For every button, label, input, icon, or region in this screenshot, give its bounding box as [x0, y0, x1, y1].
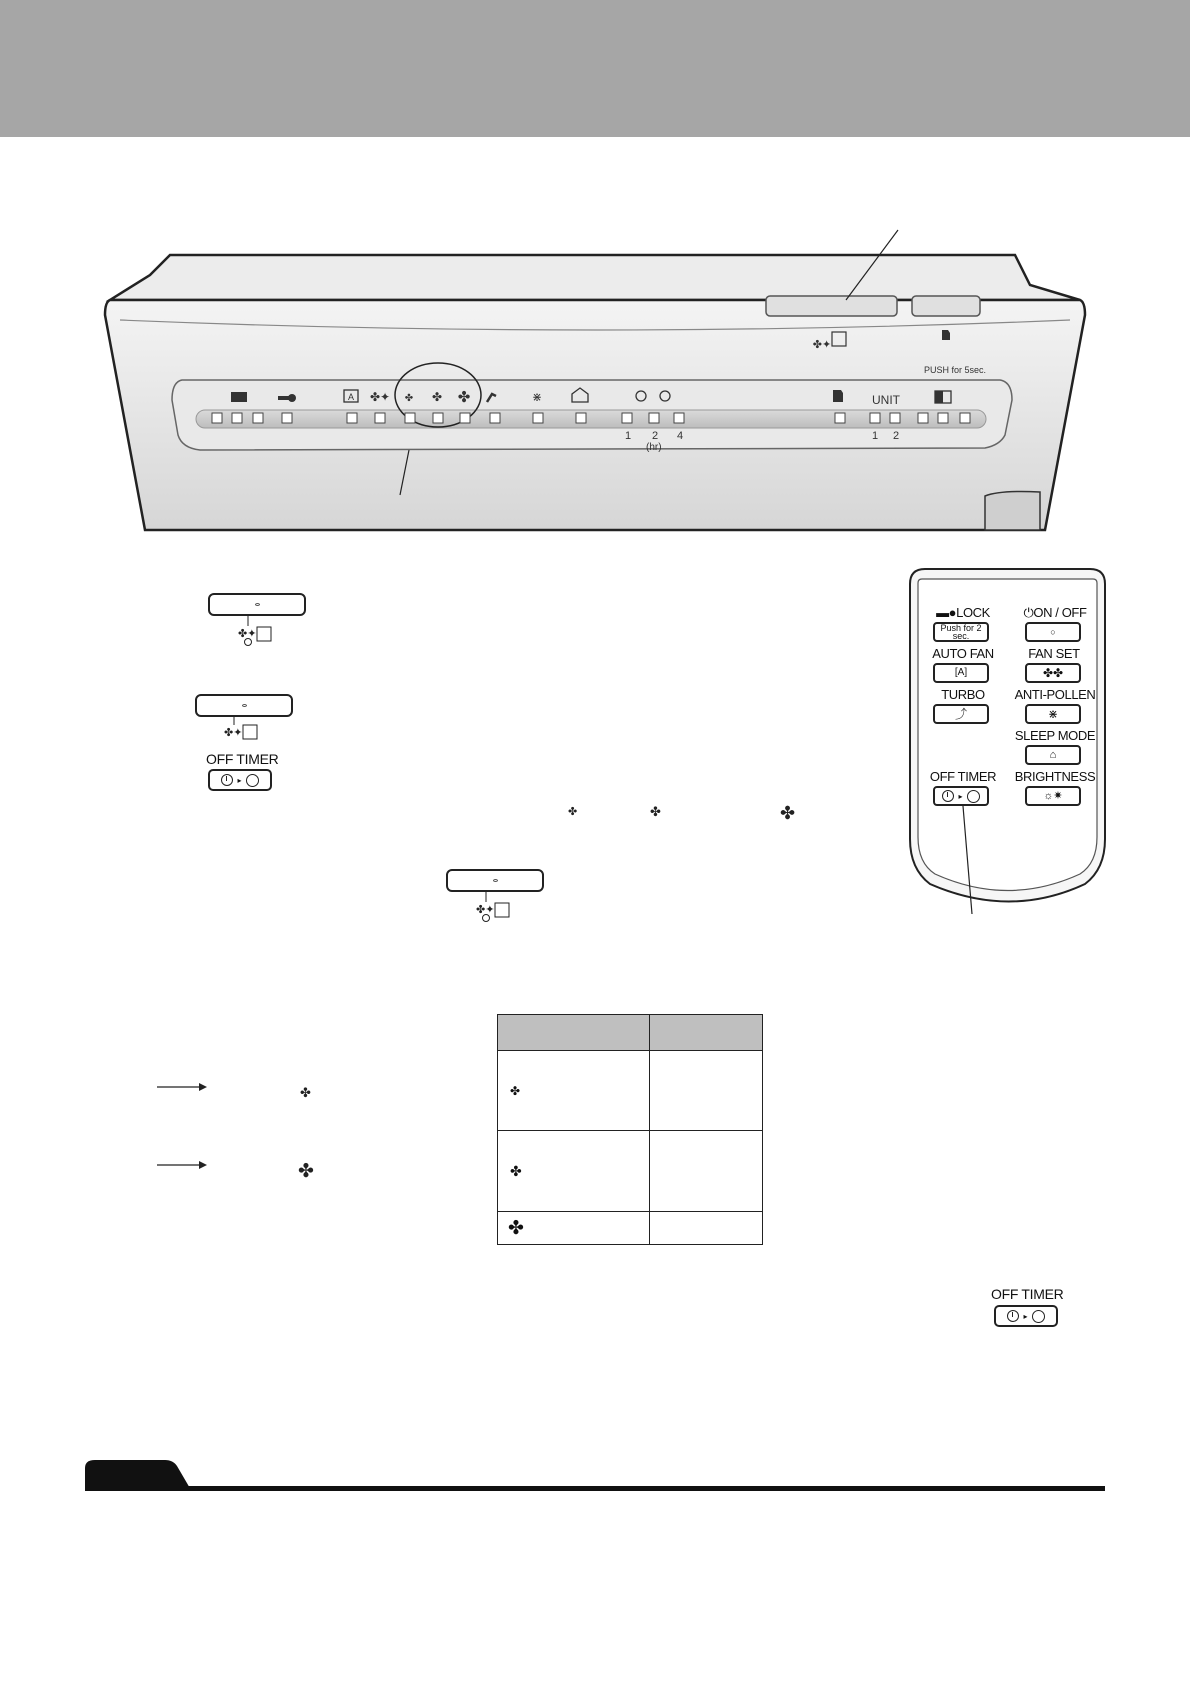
remote-anti-pollen-label: ANTI-POLLEN	[1014, 687, 1096, 702]
off-timer-label-2: OFF TIMER	[991, 1286, 1064, 1302]
table-cell	[650, 1212, 763, 1245]
remote-anti-pollen-button[interactable]: ⋇	[1025, 704, 1081, 724]
remote-fan-set-button[interactable]: ✤✤	[1025, 663, 1081, 683]
svg-text:✤✦: ✤✦	[238, 628, 257, 640]
fan-high-icon: ✤	[780, 803, 796, 823]
table-header-cell	[498, 1015, 650, 1051]
timer-number-4: 4	[677, 430, 684, 442]
table-cell	[650, 1051, 763, 1131]
table-row	[498, 1131, 763, 1212]
fan-low-icon: ✤	[568, 806, 578, 818]
fan-set-icon	[236, 616, 276, 646]
remote-brightness-button[interactable]	[1025, 786, 1081, 806]
svg-text:✤✦: ✤✦	[812, 339, 832, 351]
fan-button-illustration-3	[446, 869, 544, 892]
remote-off-timer-button[interactable]: ▸	[933, 786, 989, 806]
fan-set-icon	[222, 717, 262, 747]
push-5sec-label: PUSH for 5sec.	[924, 365, 987, 375]
clock-icon	[942, 790, 954, 802]
fan-medium-icon: ✤	[650, 804, 661, 819]
remote-pointer-line	[960, 806, 980, 916]
fan-button-illustration-2	[195, 694, 293, 717]
remote-sleep-mode-label: SLEEP MODE	[1014, 728, 1096, 743]
off-timer-button-2: ▸	[994, 1305, 1058, 1327]
fan-low-icon: ✤	[498, 1051, 650, 1131]
remote-fan-set-label: FAN SET	[1028, 646, 1080, 661]
remote-auto-fan-label: AUTO FAN	[932, 646, 994, 661]
fan-medium-icon: ✤	[498, 1131, 650, 1212]
lock-key-icon: ▬●	[936, 605, 957, 620]
arrow-to-low-fan	[155, 1077, 325, 1107]
header-band	[0, 0, 1190, 137]
unit-panel-illustration	[0, 230, 1190, 530]
off-timer-button-1: ▸	[208, 769, 272, 791]
clock-icon	[221, 774, 233, 786]
remote-sleep-mode-button[interactable]: ⌂	[1025, 745, 1081, 765]
unit-number-2: 2	[893, 430, 900, 442]
table-header-row	[498, 1015, 763, 1051]
remote-turbo-button[interactable]: ⤴	[933, 704, 989, 724]
arrow-to-high-fan	[155, 1155, 325, 1185]
power-icon: ⏻	[1023, 605, 1034, 620]
fan-set-icon	[474, 892, 514, 922]
remote-lock-button[interactable]: Push for 2 sec.	[933, 622, 989, 642]
svg-text:✤: ✤	[431, 390, 443, 404]
remote-lock-label: ▬●LOCK	[936, 605, 990, 620]
remote-off-timer-label: OFF TIMER	[929, 769, 997, 784]
timer-number-2: 2	[652, 430, 659, 442]
svg-text:✤✦: ✤✦	[369, 390, 391, 404]
unit-label: UNIT	[872, 393, 900, 407]
table-row	[498, 1051, 763, 1131]
remote-on-off-label: ⏻ON / OFF	[1023, 605, 1087, 620]
svg-text:✤: ✤	[404, 393, 414, 404]
fan-speed-table	[497, 1014, 763, 1245]
fan-speed-icons	[568, 801, 796, 823]
svg-text:✤✦: ✤✦	[224, 727, 243, 739]
unit-number-1: 1	[872, 430, 879, 442]
timer-number-1: 1	[625, 430, 632, 442]
svg-text:✤✦: ✤✦	[476, 904, 495, 916]
remote-auto-fan-button[interactable]: [A]	[933, 663, 989, 683]
svg-text:✤: ✤	[457, 389, 471, 406]
remote-on-off-button[interactable]: ○	[1025, 622, 1081, 642]
fan-high-icon: ✤	[498, 1212, 650, 1245]
fan-high-icon: ✤	[298, 1161, 314, 1182]
svg-text:⋇: ⋇	[531, 390, 543, 404]
svg-text:A: A	[347, 392, 355, 402]
clock-icon	[1007, 1310, 1019, 1322]
table-header-cell	[650, 1015, 763, 1051]
sun-brightness-icon: ☼✷	[1043, 790, 1063, 802]
hr-label: (hr)	[646, 442, 662, 453]
table-row	[498, 1212, 763, 1245]
fan-low-icon: ✤	[300, 1085, 311, 1100]
remote-brightness-label: BRIGHTNESS	[1014, 769, 1096, 784]
remote-turbo-label: TURBO	[941, 687, 985, 702]
table-cell	[650, 1131, 763, 1212]
footer-rule	[85, 1486, 1105, 1491]
fan-button-illustration-1	[208, 593, 306, 616]
off-timer-label-1: OFF TIMER	[206, 751, 279, 767]
